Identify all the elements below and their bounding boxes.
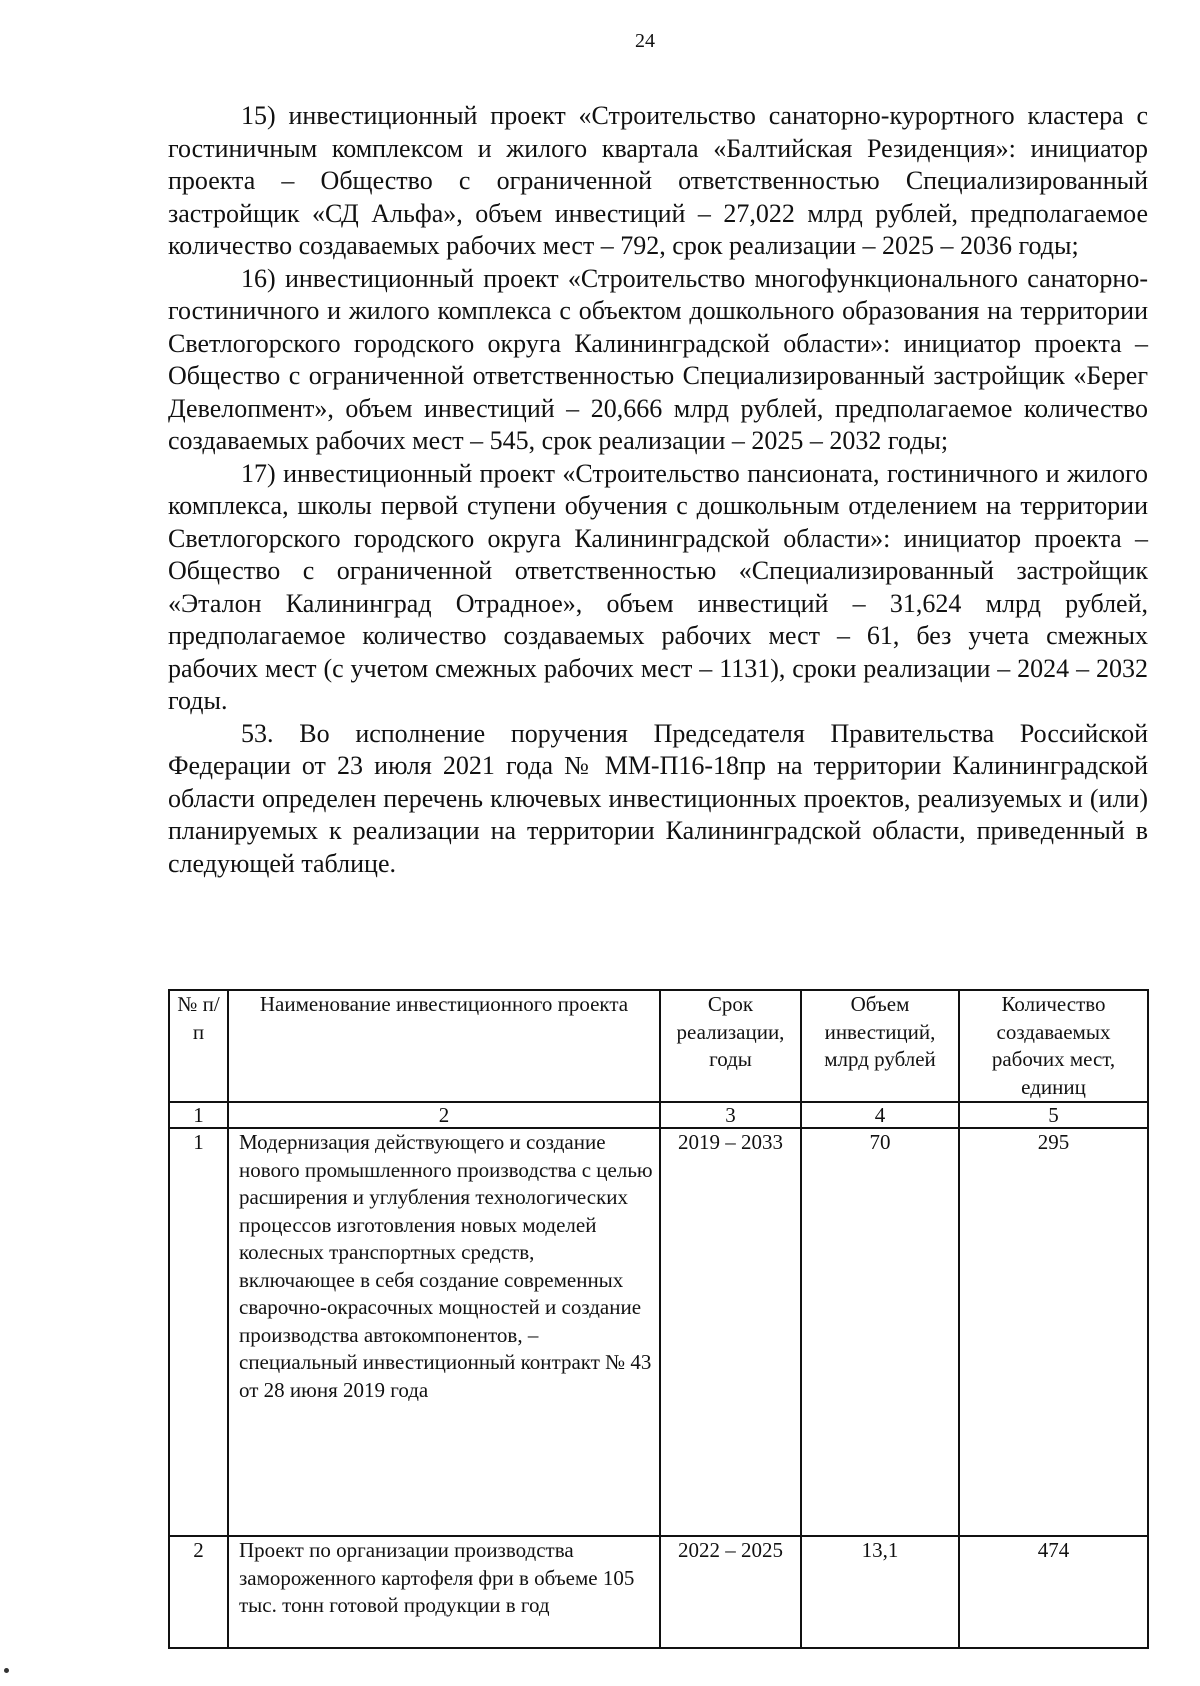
paragraph-item-16: 16) инвестиционный проект «Строительство многофункционального санаторно-гостиничного и жилого комплекса с объектом дошкольного образования на территории Светлогорского городского округа Калининградской области»: инициатор проекта – Общество с ограниченной ответственностью Специализированный застройщик «Берег Девелопмент», объем инвестиций – 20,666 млрд рублей, предполагаемое количество создаваемых рабочих мест – 545, срок реализации – 2025 – 2032 годы; (168, 263, 1148, 455)
project-investment: 13,1 (801, 1536, 959, 1648)
column-number-row (169, 1102, 1148, 1128)
table-row (169, 1536, 1148, 1648)
header-investment: Объем инвестиций, млрд рублей (801, 990, 959, 1102)
paragraph-section-53: 53. Во исполнение поручения Председателя Правительства Российской Федерации от 23 июля 2021 года № ММ-П16-18пр на территории Калининградской области определен перечень ключевых инвестиционных проектов, реализуемых и (или) планируемых к реализации на территории Калининградской области, приведенный в следующей таблице. (168, 718, 1148, 878)
row-number: 2 (169, 1536, 228, 1648)
header-number: № п/п (169, 990, 228, 1102)
column-number: 1 (169, 1102, 228, 1128)
project-period: 2022 – 2025 (660, 1536, 801, 1648)
project-jobs: 295 (959, 1128, 1148, 1536)
header-project-name: Наименование инвестиционного проекта (228, 990, 660, 1102)
column-number: 3 (660, 1102, 801, 1128)
project-investment: 70 (801, 1128, 959, 1536)
table-row (169, 1128, 1148, 1536)
scan-speck (4, 1668, 9, 1673)
project-jobs: 474 (959, 1536, 1148, 1648)
project-name: Проект по организации производства замороженного картофеля фри в объеме 105 тыс. тонн готовой продукции в год (228, 1536, 660, 1648)
column-number: 4 (801, 1102, 959, 1128)
table-header-row (169, 990, 1148, 1102)
project-period: 2019 – 2033 (660, 1128, 801, 1536)
column-number: 2 (228, 1102, 660, 1128)
investment-projects-table (168, 989, 1149, 1649)
project-name: Модернизация действующего и создание нового промышленного производства с целью расширения и углубления технологических процессов изготовления новых моделей колесных транспортных средств, включающее в себя создание современных сварочно-окрасочных мощностей и создание производства автокомпонентов, – специальный инвестиционный контракт № 43 от 28 июня 2019 года (228, 1128, 660, 1536)
column-number: 5 (959, 1102, 1148, 1128)
paragraph-item-17: 17) инвестиционный проект «Строительство пансионата, гостиничного и жилого комплекса, школы первой ступени обучения с дошкольным отделением на территории Светлогорского городского округа Калининградской области»: инициатор проекта – Общество с ограниченной ответственностью «Специализированный застройщик «Эталон Калининград Отрадное», объем инвестиций – 31,624 млрд рублей, предполагаемое количество создаваемых рабочих мест – 61, без учета смежных рабочих мест (с учетом смежных рабочих мест – 1131), сроки реализации – 2024 – 2032 годы. (168, 458, 1148, 715)
header-period: Срок реализации, годы (660, 990, 801, 1102)
row-number: 1 (169, 1128, 228, 1536)
document-body (168, 100, 1148, 880)
paragraph-item-15: 15) инвестиционный проект «Строительство санаторно-курортного кластера с гостиничным комплексом и жилого квартала «Балтийская Резиденция»: инициатор проекта – Общество с ограниченной ответственностью Специализированный застройщик «СД Альфа», объем инвестиций – 27,022 млрд рублей, предполагаемое количество создаваемых рабочих мест – 792, срок реализации – 2025 – 2036 годы; (168, 101, 1148, 260)
header-jobs: Количество создаваемых рабочих мест, единиц (959, 990, 1148, 1102)
page-number: 24 (635, 30, 655, 52)
